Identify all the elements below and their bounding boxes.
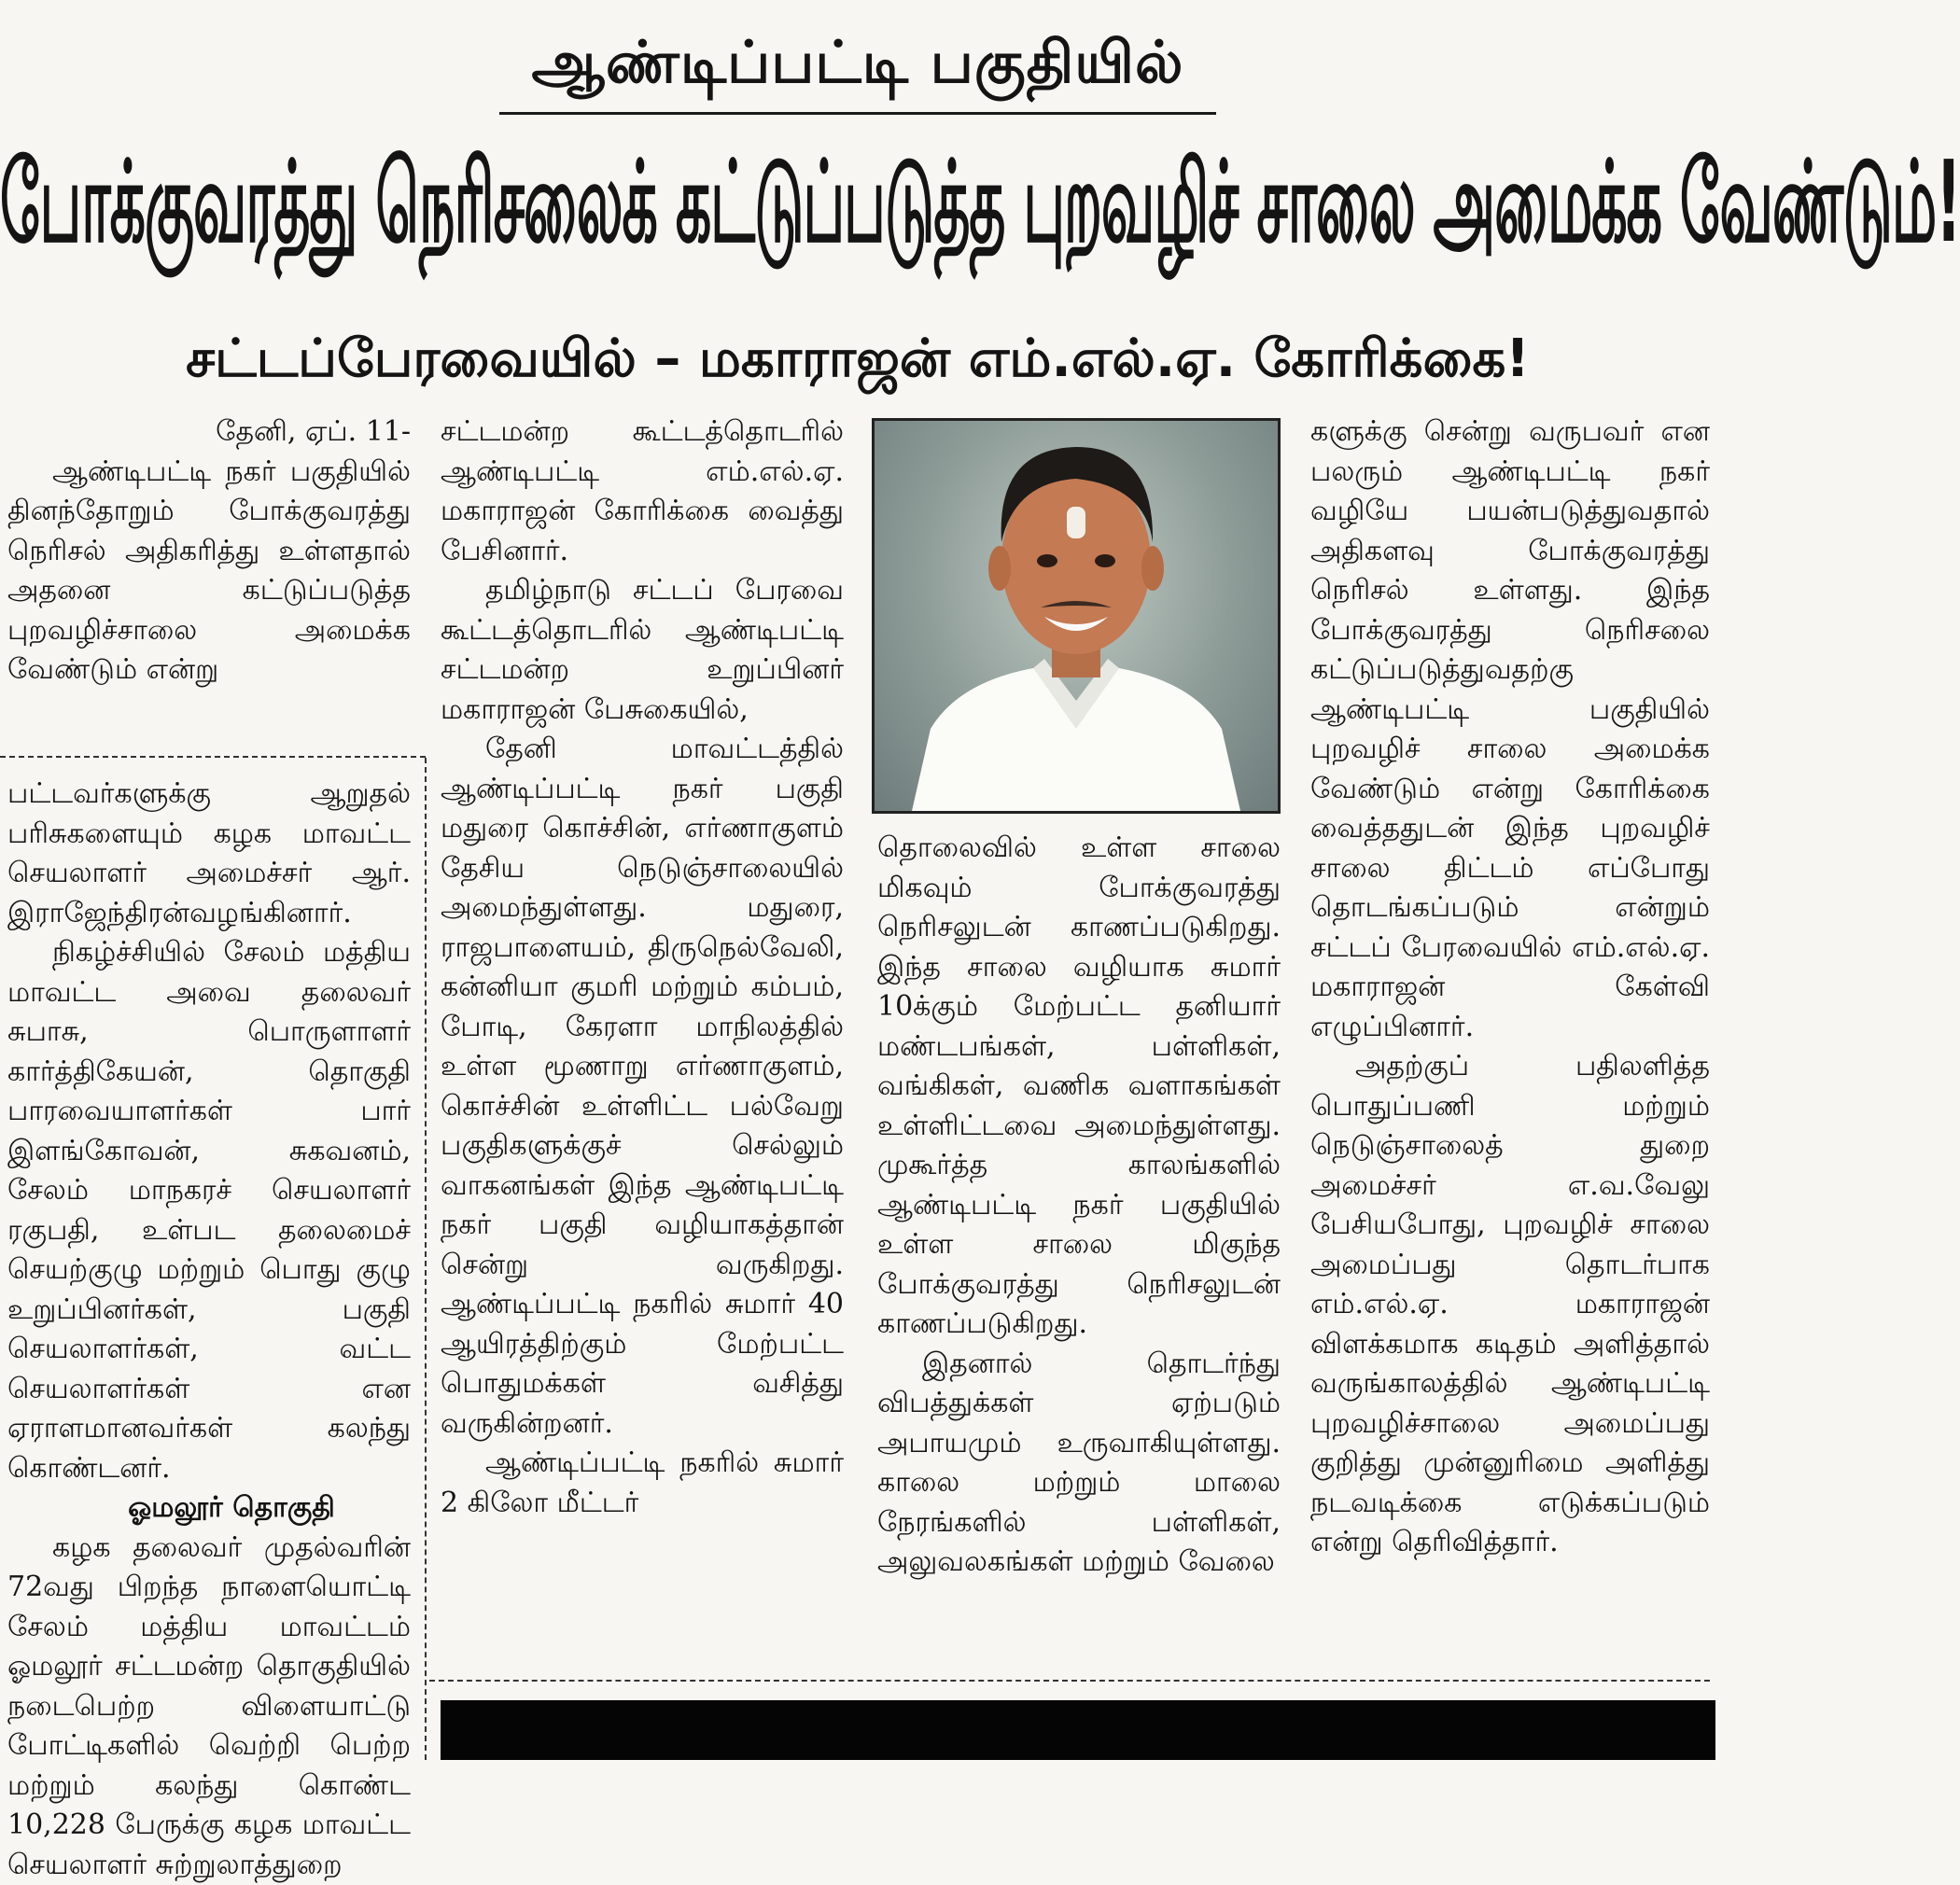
paragraph: கழக தலைவர் முதல்வரின் 72வது பிறந்த நாளையொட்டி சேலம் மத்திய மாவட்டம் ஓமலூர் சட்டமன்ற தொகுதியில் நடைபெற்ற விளையாட்டு போட்டிகளில் வெற்றி பெற்ற மற்றும் கலந்து கொண்ட 10,228 பேருக்கு கழக மாவட்ட செயலாளர் சுற்றுலாத்துறை xyxy=(7,1529,411,1885)
paragraph: பட்டவர்களுக்கு ஆறுதல் பரிசுகளையும் கழக மாவட்ட செயலாளர் அமைச்சர் ஆர். இராஜேந்திரன்வழங்கினார். xyxy=(7,775,411,933)
column-1-bottom-article xyxy=(7,775,411,1760)
paragraph: ஆண்டிபட்டி நகர் பகுதியில் தினந்தோறும் போக்குவரத்து நெரிசல் அதிகரித்து உள்ளதால் அதனை கட்டுப்படுத்த புறவழிச்சாலை அமைக்க வேண்டும் என்று xyxy=(7,453,411,691)
column-2 xyxy=(441,412,844,1644)
section-subheading: ஓமலூர் தொகுதி xyxy=(7,1488,411,1529)
paragraph: தேனி மாவட்டத்தில் ஆண்டிப்பட்டி நகர் பகுதி மதுரை கொச்சின், எர்ணாகுளம் தேசிய நெடுஞ்சாலையில் அமைந்துள்ளது. மதுரை, ராஜபாளையம், திருநெல்வேலி, கன்னியா குமரி மற்றும் கம்பம், போடி, கேரளா மாநிலத்தில் உள்ள மூணாறு எர்ணாகுளம், கொச்சின் உள்ளிட்ட பல்வேறு பகுதிகளுக்குச் செல்லும் வாகனங்கள் இந்த ஆண்டிபட்டி நகர் பகுதி வழியாகத்தான் சென்று வருகிறது. ஆண்டிப்பட்டி நகரில் சுமார் 40 ஆயிரத்திற்கும் மேற்பட்ட பொதுமக்கள் வசித்து வருகின்றனர். xyxy=(441,730,844,1444)
portrait-illustration xyxy=(875,421,1278,811)
paragraph: ஆண்டிப்பட்டி நகரில் சுமார் 2 கிலோ மீட்டர் xyxy=(441,1444,844,1523)
column-4 xyxy=(1310,412,1710,1644)
divider-vertical xyxy=(425,758,427,1760)
paragraph: இதனால் தொடர்ந்து விபத்துக்கள் ஏற்படும் அபாயமும் உருவாகியுள்ளது. காலை மற்றும் மாலை நேரங்களில் பள்ளிகள், அலுவலகங்கள் மற்றும் வேலை xyxy=(877,1345,1281,1583)
paragraph: நிகழ்ச்சியில் சேலம் மத்திய மாவட்ட அவை தலைவர் சுபாசு, பொருளாளர் கார்த்திகேயன், தொகுதி பாரவையாளர்கள் பார் இளங்கோவன், சுகவனம், சேலம் மாநகரச் செயலாளர் ரகுபதி, உள்பட தலைமைச் செயற்குழு மற்றும் பொது குழு உறுப்பினர்கள், பகுதி செயலாளர்கள், வட்ட செயலாளர்கள் என ஏராளமானவர்கள் கலந்து கொண்டனர். xyxy=(7,933,411,1488)
paragraph: தமிழ்நாடு சட்டப் பேரவை கூட்டத்தொடரில் ஆண்டிபட்டி சட்டமன்ற உறுப்பினர் மகாராஜன் பேசுகையில், xyxy=(441,571,844,730)
paragraph: சட்டமன்ற கூட்டத்தொடரில் ஆண்டிபட்டி எம்.எல்.ஏ. மகாராஜன் கோரிக்கை வைத்து பேசினார். xyxy=(441,412,844,571)
paragraph: தொலைவில் உள்ள சாலை மிகவும் போக்குவரத்து நெரிசலுடன் காணப்படுகிறது. இந்த சாலை வழியாக சுமார் 10க்கும் மேற்பட்ட தனியார் மண்டபங்கள், பள்ளிகள், வங்கிகள், வணிக வளாகங்கள் உள்ளிட்டவை அமைந்துள்ளது. முகூர்த்த காலங்களில் ஆண்டிபட்டி நகர் பகுதியில் உள்ள சாலை மிகுந்த போக்குவரத்து நெரிசலுடன் காணப்படுகிறது. xyxy=(877,829,1281,1345)
advertisement-block xyxy=(441,1700,1715,1760)
column-1-top xyxy=(7,412,411,720)
divider-horizontal xyxy=(0,756,426,758)
kicker-heading: ஆண்டிப்பட்டி பகுதியில் xyxy=(0,21,1715,105)
paragraph: அதற்குப் பதிலளித்த பொதுப்பணி மற்றும் நெடுஞ்சாலைத் துறை அமைச்சர் எ.வ.வேலு பேசியபோது, புறவழிச் சாலை அமைப்பது தொடர்பாக எம்.எல்.ஏ. மகாராஜன் விளக்கமாக கடிதம் அளித்தால் வருங்காலத்தில் ஆண்டிபட்டி புறவழிச்சாலை அமைப்பது குறித்து முன்னுரிமை அளித்து நடவடிக்கை எடுக்கப்படும் என்று தெரிவித்தார். xyxy=(1310,1047,1710,1563)
sub-headline: சட்டப்பேரவையில் – மகாராஜன் எம்.எல்.ஏ. கோரிக்கை! xyxy=(0,313,1715,406)
mla-portrait-photo xyxy=(872,418,1281,814)
main-headline: போக்குவரத்து நெரிசலைக் கட்டுப்படுத்த புறவழிச் சாலை அமைக்க வேண்டும்! xyxy=(0,35,1715,371)
column-3 xyxy=(877,829,1281,1644)
divider-horizontal xyxy=(429,1680,1710,1682)
paragraph: களுக்கு சென்று வருபவர் என பலரும் ஆண்டிபட்டி நகர் வழியே பயன்படுத்துவதால் அதிகளவு போக்குவரத்து நெரிசல் உள்ளது. இந்த போக்குவரத்து நெரிசலை கட்டுப்படுத்துவதற்கு ஆண்டிபட்டி பகுதியில் புறவழிச் சாலை அமைக்க வேண்டும் என்று கோரிக்கை வைத்ததுடன் இந்த புறவழிச் சாலை திட்டம் எப்போது தொடங்கப்படும் என்றும் சட்டப் பேரவையில் எம்.எல்.ஏ. மகாராஜன் கேள்வி எழுப்பினார். xyxy=(1310,412,1710,1047)
dateline: தேனி, ஏப். 11- xyxy=(7,412,411,453)
